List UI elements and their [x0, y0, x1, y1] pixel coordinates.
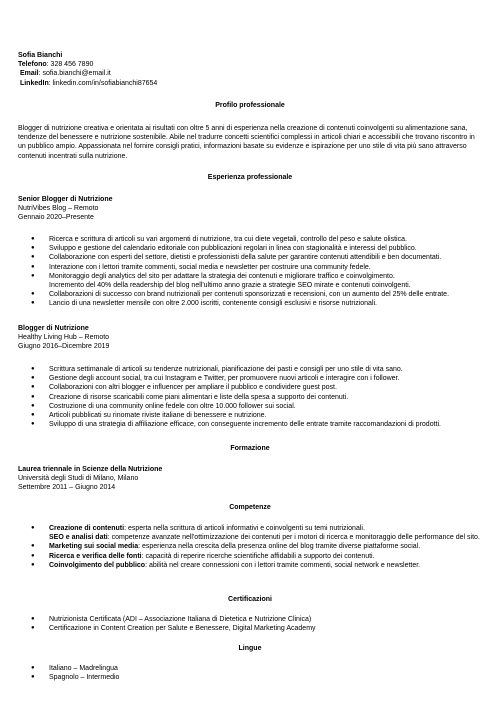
linkedin-line	[18, 79, 157, 88]
list-item: ● Nutrizionista Certificata (ADI – Associazione Italiana di Dietetica e Nutrizione Clinica)	[31, 615, 486, 624]
list-item: ● Sviluppo e gestione del calendario editoriale con pubblicazioni regolari in linea con stagionalità e interessi del pubblico.	[31, 244, 486, 253]
certifications-heading: Certificazioni	[228, 596, 272, 603]
linkedin-value: : linkedin.com/in/sofiabianchi87654	[48, 79, 158, 87]
phone-value: : 328 456 7890	[46, 61, 94, 69]
list-item: ● Sviluppo di una strategia di affiliazione efficace, con conseguente incremento delle entrate tramite raccomandazioni di prodotti.	[31, 420, 486, 429]
phone-line	[18, 60, 157, 69]
candidate-name: Sofia Bianchi	[18, 52, 63, 59]
skill-desc: : esperta nella scrittura di articoli informativi e coinvolgenti su temi nutrizionali.	[124, 525, 365, 532]
skill-name: Ricerca e verifica delle fonti	[49, 552, 142, 560]
email-line	[18, 69, 157, 78]
certifications-list	[31, 615, 486, 633]
job-title: Blogger di Nutrizione	[18, 325, 89, 332]
list-item: ● Ricerca e scrittura di articoli su vari argomenti di nutrizione, tra cui diete vegetali, controllo del peso e salute olistica.	[31, 235, 486, 244]
list-item: ● Articoli pubblicati su rinomate riviste italiane di benessere e nutrizione.	[31, 411, 486, 420]
job-title: Senior Blogger di Nutrizione	[18, 196, 113, 203]
degree-title: Laurea triennale in Scienze della Nutrizione	[18, 466, 163, 473]
job-1-header	[18, 195, 484, 223]
education-dates: Settembre 2011 – Giugno 2014	[18, 484, 116, 492]
skill-name: Coinvolgimento del pubblico	[49, 561, 146, 569]
list-item: ● Certificazione in Content Creation per Salute e Benessere, Digital Marketing Academy	[31, 624, 486, 633]
skill-item	[31, 524, 486, 533]
list-item: ● Scrittura settimanale di articoli su tendenze nutrizionali, pianificazione dei pasti e consigli per uno stile di vita sano.	[31, 365, 486, 374]
list-item: ● Lancio di una newsletter mensile con oltre 2.000 iscritti, contenente consigli esclusivi e risorse nutrizionali.	[31, 299, 486, 308]
skill-name: SEO e analisi dati	[49, 534, 108, 542]
skill-item	[31, 552, 486, 561]
job-2-bullets	[31, 365, 486, 429]
list-item: ● Spagnolo – Intermedio	[31, 673, 486, 682]
job-company: Healthy Living Hub – Remoto	[18, 334, 110, 342]
list-item: ● Monitoraggio degli analytics del sito per adattare la strategia dei contenuti e migliorare traffico e coinvolgimento.	[31, 272, 486, 281]
list-item: ● Italiano – Madrelingua	[31, 664, 486, 673]
skill-item	[31, 533, 486, 542]
education-entry	[18, 465, 484, 493]
list-item: ● Interazione con i lettori tramite commenti, social media e newsletter per costruire una community fedele.	[31, 263, 486, 272]
languages-list	[31, 664, 486, 682]
skills-heading: Competenze	[229, 504, 271, 511]
job-dates: Giugno 2016–Dicembre 2019	[18, 343, 110, 351]
profile-text: Blogger di nutrizione creativa e orientata ai risultati con oltre 5 anni di esperienza nella creazione di contenuti coinvolgenti su alimentazione sana, tendenze del benessere e nutrizione sostenibile. Abile nel tradurre concetti scientifici complessi in articoli chiari e accessibili che trovano riscontro in un pubblico ampio. Appassionata nel fornire consigli pratici, informazioni basate su evidenze e ispirazione per uno stile di vita più sano attraverso contenuti incentrati sulla nutrizione.	[18, 125, 475, 160]
skill-desc: : abilità nel creare connessioni con i lettori tramite commenti, social network e newsletter.	[145, 561, 421, 569]
skill-name: Marketing sui social media	[49, 543, 139, 551]
job-company: NutriVibes Blog – Remoto	[18, 205, 99, 213]
job-2-header	[18, 324, 484, 352]
list-item: ● Gestione degli account social, tra cui Instagram e Twitter, per promuovere nuovi articoli e interagire con i follower.	[31, 374, 486, 383]
languages-heading: Lingue	[238, 645, 262, 652]
skill-desc: : competenze avanzate nell'ottimizzazione dei contenuti per i motori di ricerca e monitoraggio delle performance del sito.	[107, 534, 480, 542]
list-item: ● Costruzione di una community online fedele con oltre 10.000 follower sui social.	[31, 402, 486, 411]
skills-list	[31, 524, 486, 570]
skill-name: Creazione di contenuti	[49, 525, 125, 532]
email-label: Email	[19, 70, 39, 78]
education-heading: Formazione	[230, 445, 270, 452]
list-item: ● Creazione di risorse scaricabili come piani alimentari e liste della spesa a supporto dei contenuti.	[31, 393, 486, 402]
phone-label: Telefono	[18, 61, 47, 69]
skill-item	[31, 542, 486, 551]
profile-heading: Profilo professionale	[215, 102, 285, 109]
list-item: ● Collaborazioni di successo con brand nutrizionali per contenuti sponsorizzati e recensioni, con un aumento del 25% delle entrate.	[31, 290, 486, 299]
list-item: ● Collaborazioni con altri blogger e influencer per ampliare il pubblico e condividere guest post.	[31, 383, 486, 392]
list-item: ● Collaborazione con esperti del settore, dietisti e professionisti della salute per garantire contenuti attendibili e ben documentati.	[31, 253, 486, 262]
linkedin-label: LinkedIn	[19, 79, 49, 87]
skill-desc: : capacità di reperire ricerche scientifiche affidabili a supporto dei contenuti.	[141, 552, 375, 560]
experience-heading: Esperienza professionale	[207, 174, 293, 181]
skill-item	[31, 561, 486, 570]
email-value: : sofia.bianchi@email.it	[38, 70, 111, 78]
contact-block	[18, 51, 157, 88]
job-1-bullets	[31, 235, 486, 309]
school-name: Università degli Studi di Milano, Milano	[18, 475, 139, 483]
list-item: Incremento del 40% della readership del blog nell'ultimo anno grazie a strategie SEO mirate e contenuti coinvolgenti.	[49, 282, 411, 290]
job-dates: Gennaio 2020–Presente	[18, 214, 94, 222]
skill-desc: : esperienza nella crescita della presenza online del blog tramite diverse piattaforme social.	[138, 543, 421, 551]
